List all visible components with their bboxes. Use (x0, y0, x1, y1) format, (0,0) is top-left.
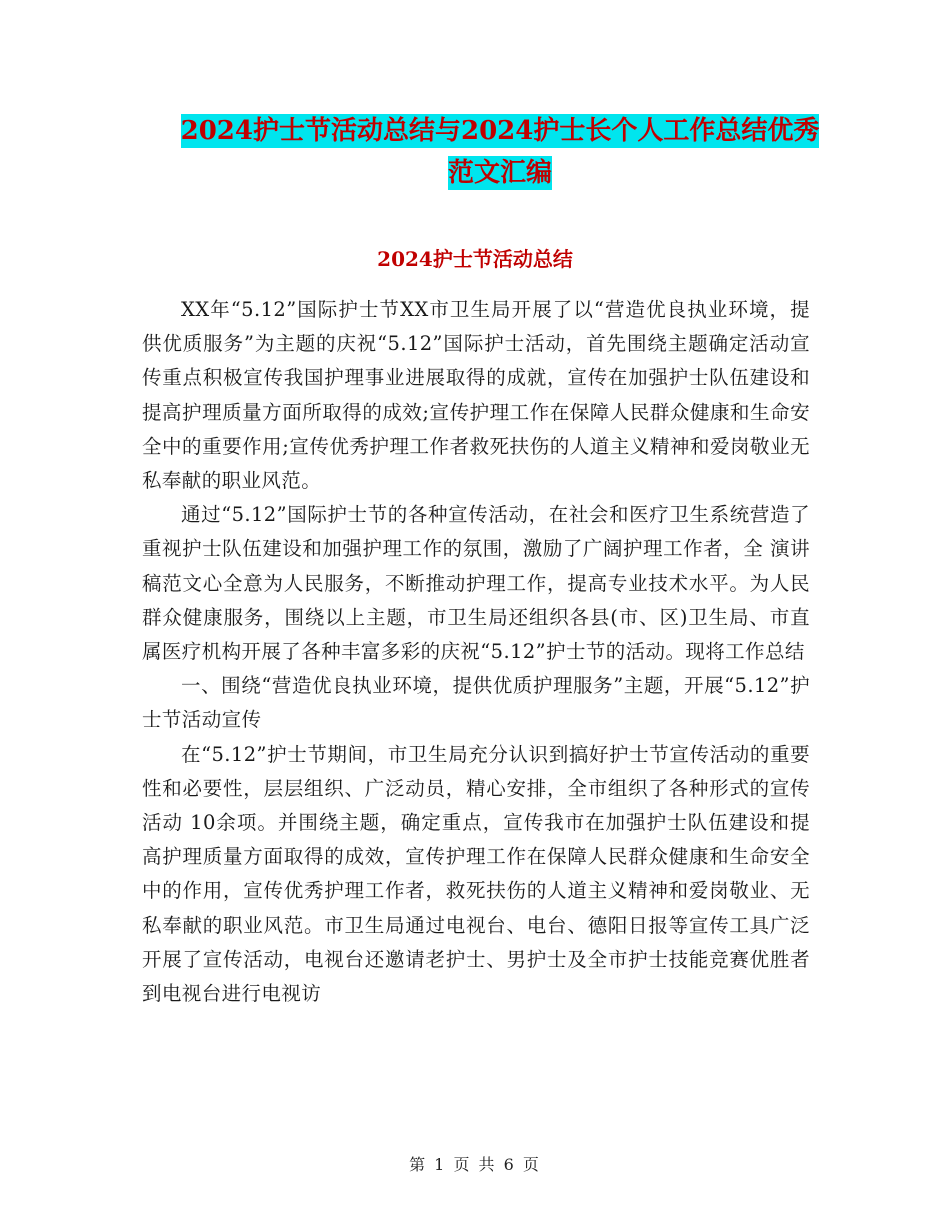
paragraph-2: 通过“5.12”国际护士节的各种宣传活动，在社会和医疗卫生系统营造了重视护士队伍建设和加强护理工作的氛围，激励了广阔护理工作者，全 演讲稿范文心全意为人民服务，不断推动护理工作，提高专业技术水平。为人民群众健康服务，围绕以上主题，市卫生局还组织各县(市、区)卫生局、市直属医疗机构开展了各种丰富多彩的庆祝“5.12”护士节的活动。现将工作总结 (142, 503, 810, 664)
document-title-line2: 范文汇编 (447, 158, 552, 188)
page-footer: 第 1 页 共 6 页 (409, 1155, 541, 1174)
document-body (142, 293, 810, 1011)
section-title: 2024护士节活动总结 (377, 247, 573, 271)
document-title-line1: 2024护士节活动总结与2024护士长个人工作总结优秀 (180, 116, 820, 146)
paragraph-1: XX年“5.12”国际护士节XX市卫生局开展了以“营造优良执业环境，提供优质服务”为主题的庆祝“5.12”国际护士活动，首先围绕主题确定活动宣传重点积极宣传我国护理事业进展取得的成就，宣传在加强护士队伍建设和提高护理质量方面所取得的成效;宣传护理工作在保障人民群众健康和生命安全中的重要作用;宣传优秀护理工作者救死扶伤的人道主义精神和爱岗敬业无私奉献的职业风范。 (142, 298, 810, 493)
paragraph-3: 一、围绕“营造优良执业环境，提供优质护理服务”主题，开展“5.12”护士节活动宣传 (142, 674, 810, 732)
document-title (140, 110, 860, 194)
paragraph-4: 在“5.12”护士节期间，市卫生局充分认识到搞好护士节宣传活动的重要性和必要性，层层组织、广泛动员，精心安排，全市组织了各种形式的宣传活动 10余项。并围绕主题，确定重点，宣传我市在加强护士队伍建设和提高护理质量方面取得的成效，宣传护理工作在保障人民群众健康和生命安全中的作用，宣传优秀护理工作者，救死扶伤的人道主义精神和爱岗敬业、无私奉献的职业风范。市卫生局通过电视台、电台、德阳日报等宣传工具广泛开展了宣传活动，电视台还邀请老护士、男护士及全市护士技能竞赛优胜者到电视台进行电视访 (142, 742, 810, 1006)
